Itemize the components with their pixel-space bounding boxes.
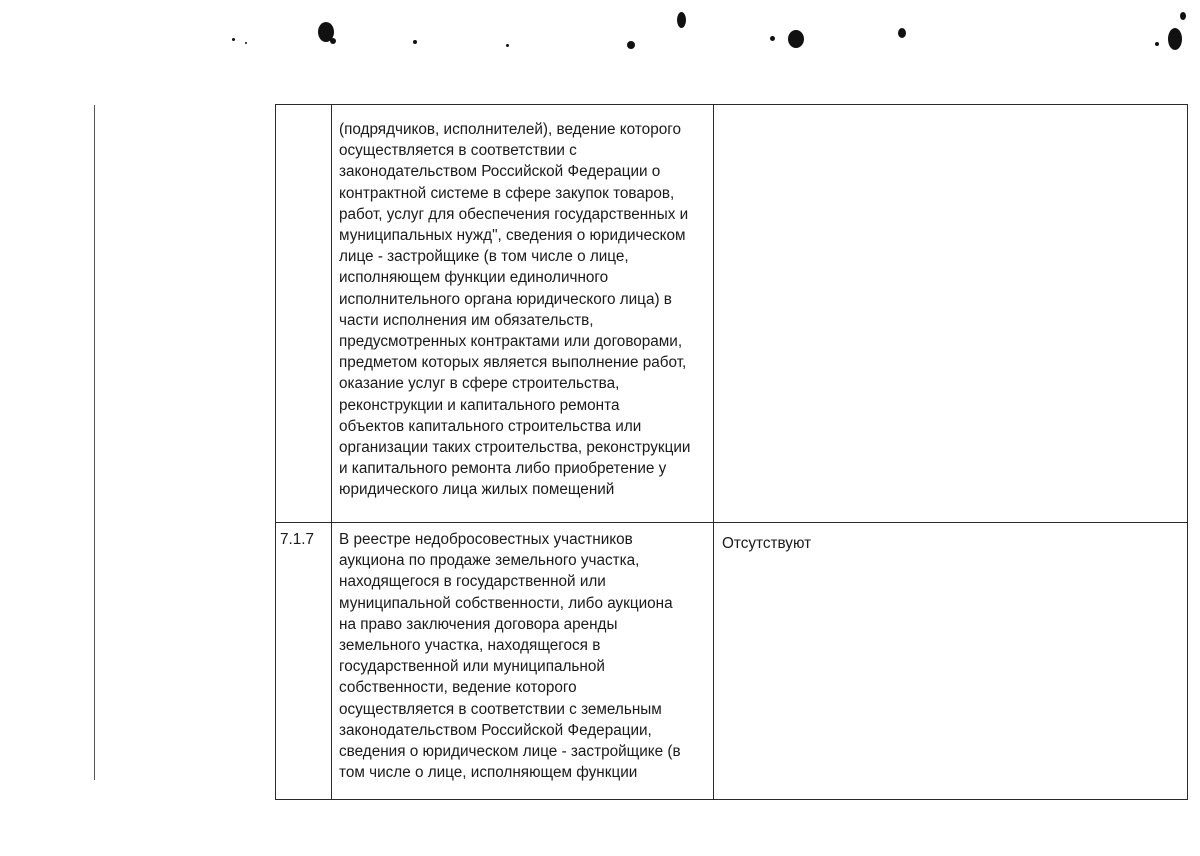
description-line: том числе о лице, исполняющем функции [339,764,638,782]
description-line: аукциона по продаже земельного участка, [339,552,640,570]
description-line: исполнительного органа юридического лица) в [339,290,672,308]
description-line: на право заключения договора аренды [339,615,618,633]
description-line: оказание услуг в сфере строительства, [339,375,620,393]
description-line: объектов капитального строительства или [339,417,642,435]
row-number-cell [276,523,332,800]
description-line: лице - застройщике (в том числе о лице, [339,248,629,266]
description-line: предметом которых является выполнение работ, [339,354,687,372]
description-line: юридического лица жилых помещений [339,481,615,499]
description-line: предусмотренных контрактами или договорами, [339,333,683,351]
description-line: собственности, ведение которого [339,679,577,697]
row-value-cell [714,105,1188,523]
description-line: работ, услуг для обеспечения государственных и [339,205,689,223]
description-line: В реестре недобросовестных участников [339,531,633,548]
description-line: муниципальных нужд", сведения о юридическом [339,227,686,245]
description-line: земельного участка, находящегося в [339,637,601,655]
row-value: Отсутствуют [722,535,812,552]
description-line: организации таких строительства, реконструкции [339,439,691,457]
description-line: законодательством Российской Федерации о [339,163,661,181]
description-line: осуществляется в соответствии с земельным [339,700,662,718]
row-number: 7.1.7 [280,531,315,548]
table-row [276,105,1188,523]
row-number-cell [276,105,332,523]
row-description-cell [332,523,714,800]
description-line: государственной или муниципальной [339,658,605,676]
description-line: реконструкции и капитального ремонта [339,396,620,414]
description-line: законодательством Российской Федерации, [339,721,652,739]
table-row [276,523,1188,800]
description-line: сведения о юридическом лице - застройщике (в [339,743,681,761]
description-line: и капитального ремонта либо приобретение у [339,460,667,478]
description-line: осуществляется в соответствии с [339,142,577,160]
row-value-cell [714,523,1188,800]
row-description-cell [332,105,714,523]
description-line: (подрядчиков, исполнителей), ведение которого [339,121,681,138]
document-table [275,104,1188,800]
margin-line [94,105,95,780]
description-line: находящегося в государственной или [339,573,606,591]
description-line: муниципальной собственности, либо аукциона [339,594,673,612]
description-line: исполняющем функции единоличного [339,269,609,287]
description-line: части исполнения им обязательств, [339,311,594,329]
description-line: контрактной системе в сфере закупок товаров, [339,184,675,202]
